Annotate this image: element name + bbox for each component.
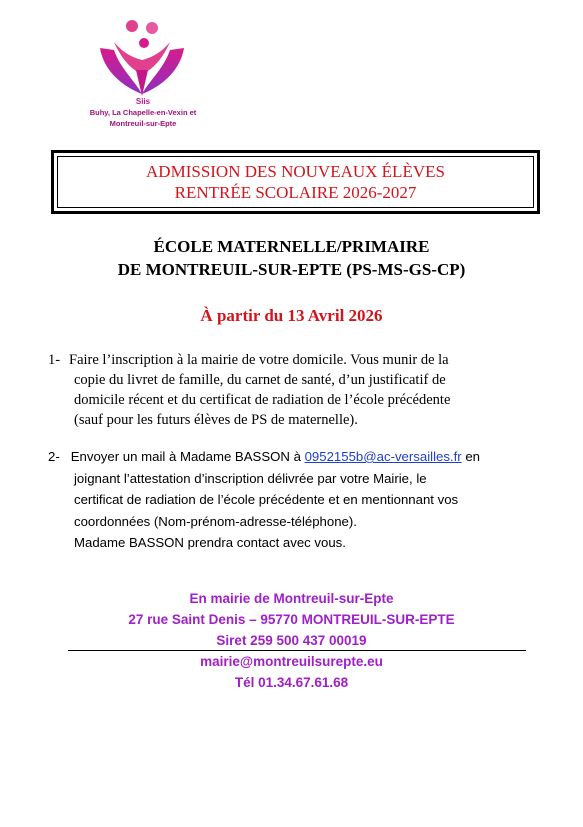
step-text: joignant l’attestation d’inscription délivrée par votre Mairie, le bbox=[74, 470, 427, 486]
step-text: coordonnées (Nom-prénom-adresse-téléphone). bbox=[74, 513, 357, 529]
divider bbox=[68, 650, 526, 651]
school-logo bbox=[78, 18, 208, 138]
logo-figures-icon bbox=[96, 18, 190, 98]
school-heading: DE MONTREUIL-SUR-EPTE (PS-MS-GS-CP) bbox=[117, 260, 466, 279]
contact-email-link[interactable]: 0952155b@ac-versailles.fr bbox=[304, 449, 462, 464]
logo-name: Siis bbox=[135, 97, 151, 106]
banner-subtitle: RENTRÉE SCOLAIRE 2026-2027 bbox=[174, 183, 417, 202]
title-banner bbox=[51, 150, 540, 214]
mairie-heading: En mairie de Montreuil-sur-Epte bbox=[189, 591, 394, 606]
mairie-address: 27 rue Saint Denis – 95770 MONTREUIL-SUR-EPTE bbox=[128, 612, 455, 627]
start-date: À partir du 13 Avril 2026 bbox=[200, 306, 383, 325]
step-text: copie du livret de famille, du carnet de santé, d’un justificatif de bbox=[74, 372, 446, 388]
banner-title: ADMISSION DES NOUVEAUX ÉLÈVES bbox=[146, 162, 445, 181]
step-text: certificat de radiation de l’école précédente et en mentionnant vos bbox=[74, 492, 459, 507]
logo-subtitle: Montreuil-sur-Epte bbox=[109, 119, 177, 128]
step-number: 2- bbox=[48, 449, 60, 464]
mairie-siret: Siret 259 500 437 00019 bbox=[216, 633, 367, 648]
step-text: domicile récent et du certificat de radiation de l’école précédente bbox=[74, 392, 451, 408]
step-text: en bbox=[465, 449, 480, 464]
step-text: (sauf pour les futurs élèves de PS de maternelle). bbox=[74, 412, 358, 428]
step-number: 1- bbox=[48, 352, 61, 368]
step-2 bbox=[48, 446, 548, 554]
mairie-email[interactable]: mairie@montreuilsurepte.eu bbox=[200, 654, 383, 669]
school-heading: ÉCOLE MATERNELLE/PRIMAIRE bbox=[153, 237, 430, 256]
step-closing: Madame BASSON prendra contact avec vous. bbox=[74, 535, 346, 550]
step-text: Faire l’inscription à la mairie de votre domicile. Vous munir de la bbox=[69, 352, 449, 368]
mairie-phone: Tél 01.34.67.61.68 bbox=[234, 675, 349, 690]
logo-subtitle: Buhy, La Chapelle-en-Vexin et bbox=[89, 108, 197, 117]
step-text: Envoyer un mail à Madame BASSON à bbox=[70, 449, 301, 464]
step-1 bbox=[48, 350, 528, 430]
